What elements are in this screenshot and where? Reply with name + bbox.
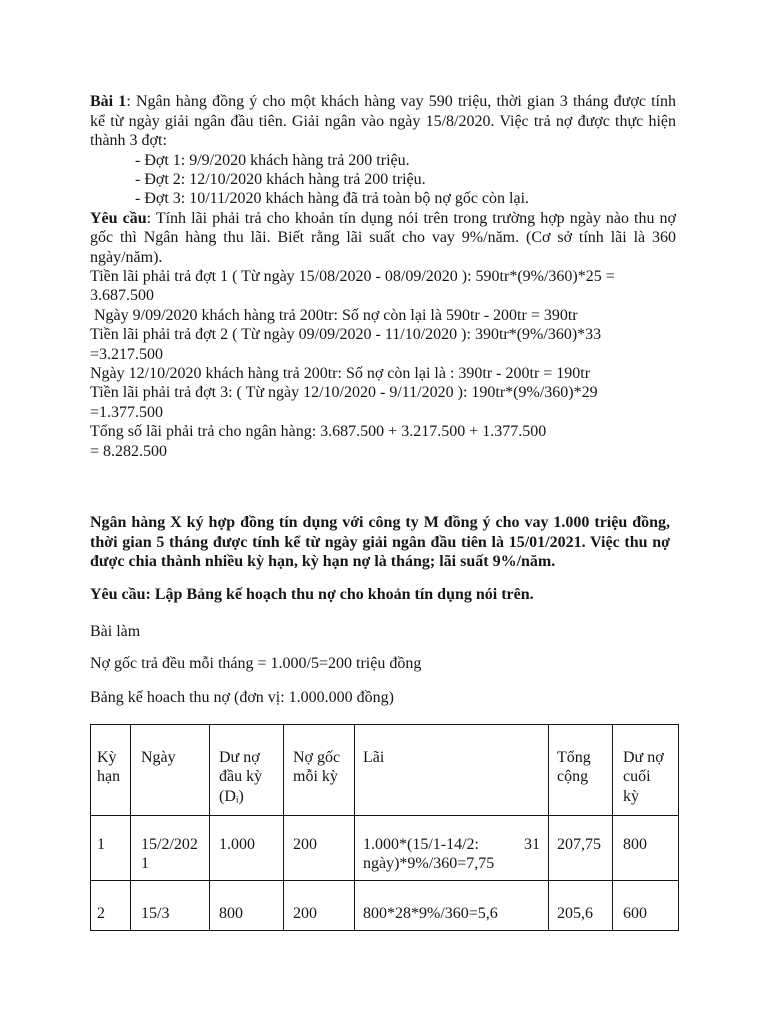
solution-line: Tiền lãi phải trả đợt 3: ( Từ ngày 12/10/2020 - 9/11/2020 ): 190tr*(9%/360)*29	[90, 384, 598, 402]
requirement-line: gốc thì Ngân hàng thu lãi. Biết rằng lãi suất cho vay 9%/năm. (Cơ sở tính lãi là 360	[90, 229, 676, 247]
solution-line: Tổng số lãi phải trả cho ngân hàng: 3.687.500 + 3.217.500 + 1.377.500	[90, 423, 547, 441]
table-cell: 600	[613, 881, 679, 931]
repayment-plan-table	[90, 724, 679, 931]
table-row	[91, 881, 679, 931]
table-caption: Bảng kế hoach thu nợ (đơn vị: 1.000.000 đồng)	[90, 689, 394, 707]
requirement-label: Yêu cầu	[90, 209, 147, 227]
solution-line: Tiền lãi phải trả đợt 1 ( Từ ngày 15/08/2020 - 08/09/2020 ): 590tr*(9%/360)*25 =	[90, 267, 615, 285]
table-cell: 15/2/2021	[131, 816, 210, 881]
exercise-1-title: Bài 1	[90, 93, 127, 111]
exercise-1-intro-line: kể từ ngày giải ngân đầu tiên. Giải ngân vào ngày 15/8/2020. Việc trả nợ được thực hiện	[90, 112, 676, 130]
exercise-2-requirement: Yêu cầu: Lập Bảng kế hoạch thu nợ cho khoản tín dụng nói trên.	[90, 586, 534, 604]
exercise-2-statement	[90, 513, 670, 571]
payment-item: - Đợt 3: 10/11/2020 khách hàng đã trả toàn bộ nợ gốc còn lại.	[135, 190, 530, 208]
exercise-2-statement-line: thời gian 5 tháng được tính kể từ ngày giải ngân đầu tiên là 15/01/2021. Việc thu nợ	[90, 533, 670, 551]
payment-item: - Đợt 1: 9/9/2020 khách hàng trả 200 triệu.	[135, 151, 410, 169]
table-cell: 207,75	[549, 816, 613, 881]
header-principal: Nợ gốc mỗi kỳ	[284, 725, 355, 816]
table-header-row	[91, 725, 679, 816]
solution-line: Ngày 9/09/2020 khách hàng trả 200tr: Số nợ còn lại là 590tr - 200tr = 390tr	[90, 306, 578, 324]
exercise-1-intro-line: thành 3 đợt:	[90, 132, 167, 150]
table-cell: 200	[284, 816, 355, 881]
table-cell: 800	[210, 881, 284, 931]
exercise-2-statement-line: Ngân hàng X ký hợp đồng tín dụng với công ty M đồng ý cho vay 1.000 triệu đồng,	[90, 514, 670, 532]
solution-line: Ngày 12/10/2020 khách hàng trả 200tr: Số nợ còn lại là : 390tr - 200tr = 190tr	[90, 364, 591, 382]
table-cell: 1.000	[210, 816, 284, 881]
solution-line: 3.687.500	[90, 287, 154, 305]
header-opening-balance: Dư nợ đầu kỳ (Dᵢ)	[210, 725, 284, 816]
table-row	[91, 816, 679, 881]
solution-line: = 8.282.500	[90, 442, 168, 460]
header-period: Kỳ hạn	[91, 725, 131, 816]
payment-item: - Đợt 2: 12/10/2020 khách hàng trả 200 triệu.	[135, 170, 426, 188]
table-cell: 200	[284, 881, 355, 931]
requirement-text: : Tính lãi phải trả cho khoản tín dụng nói trên trong trường hợp ngày nào thu nợ	[146, 209, 676, 227]
solution-line: Tiền lãi phải trả đợt 2 ( Từ ngày 09/09/2020 - 11/10/2020 ): 390tr*(9%/360)*33	[90, 326, 602, 344]
header-interest: Lãi	[355, 725, 549, 816]
table-cell: 800*28*9%/360=5,6	[355, 881, 549, 931]
header-date: Ngày	[131, 725, 210, 816]
exercise-1-intro-text: : Ngân hàng đồng ý cho một khách hàng vay 590 triệu, thời gian 3 tháng được tính	[126, 93, 676, 111]
table-cell: 800	[613, 816, 679, 881]
requirement-line	[90, 209, 676, 228]
requirement-line: ngày/năm).	[90, 248, 163, 266]
table-cell: 15/3	[131, 881, 210, 931]
solution-heading: Bài làm	[90, 623, 141, 641]
solution-line: =3.217.500	[90, 345, 164, 363]
principal-formula: Nợ gốc trả đều mỗi tháng = 1.000/5=200 triệu đồng	[90, 655, 422, 673]
header-total: Tổng cộng	[549, 725, 613, 816]
exercise-1	[90, 92, 676, 461]
header-closing-balance: Dư nợ cuối kỳ	[613, 725, 679, 816]
exercise-2-statement-line: được chia thành nhiều kỳ hạn, kỳ hạn nợ là tháng; lãi suất 9%/năm.	[90, 553, 556, 571]
table-cell: 2	[91, 881, 131, 931]
table-cell: 1.000*(15/1-14/2: 31 ngày)*9%/360=7,75	[355, 816, 549, 881]
table-cell: 205,6	[549, 881, 613, 931]
solution-line: =1.377.500	[90, 403, 164, 421]
exercise-1-intro-line	[90, 92, 676, 111]
table-cell: 1	[91, 816, 131, 881]
